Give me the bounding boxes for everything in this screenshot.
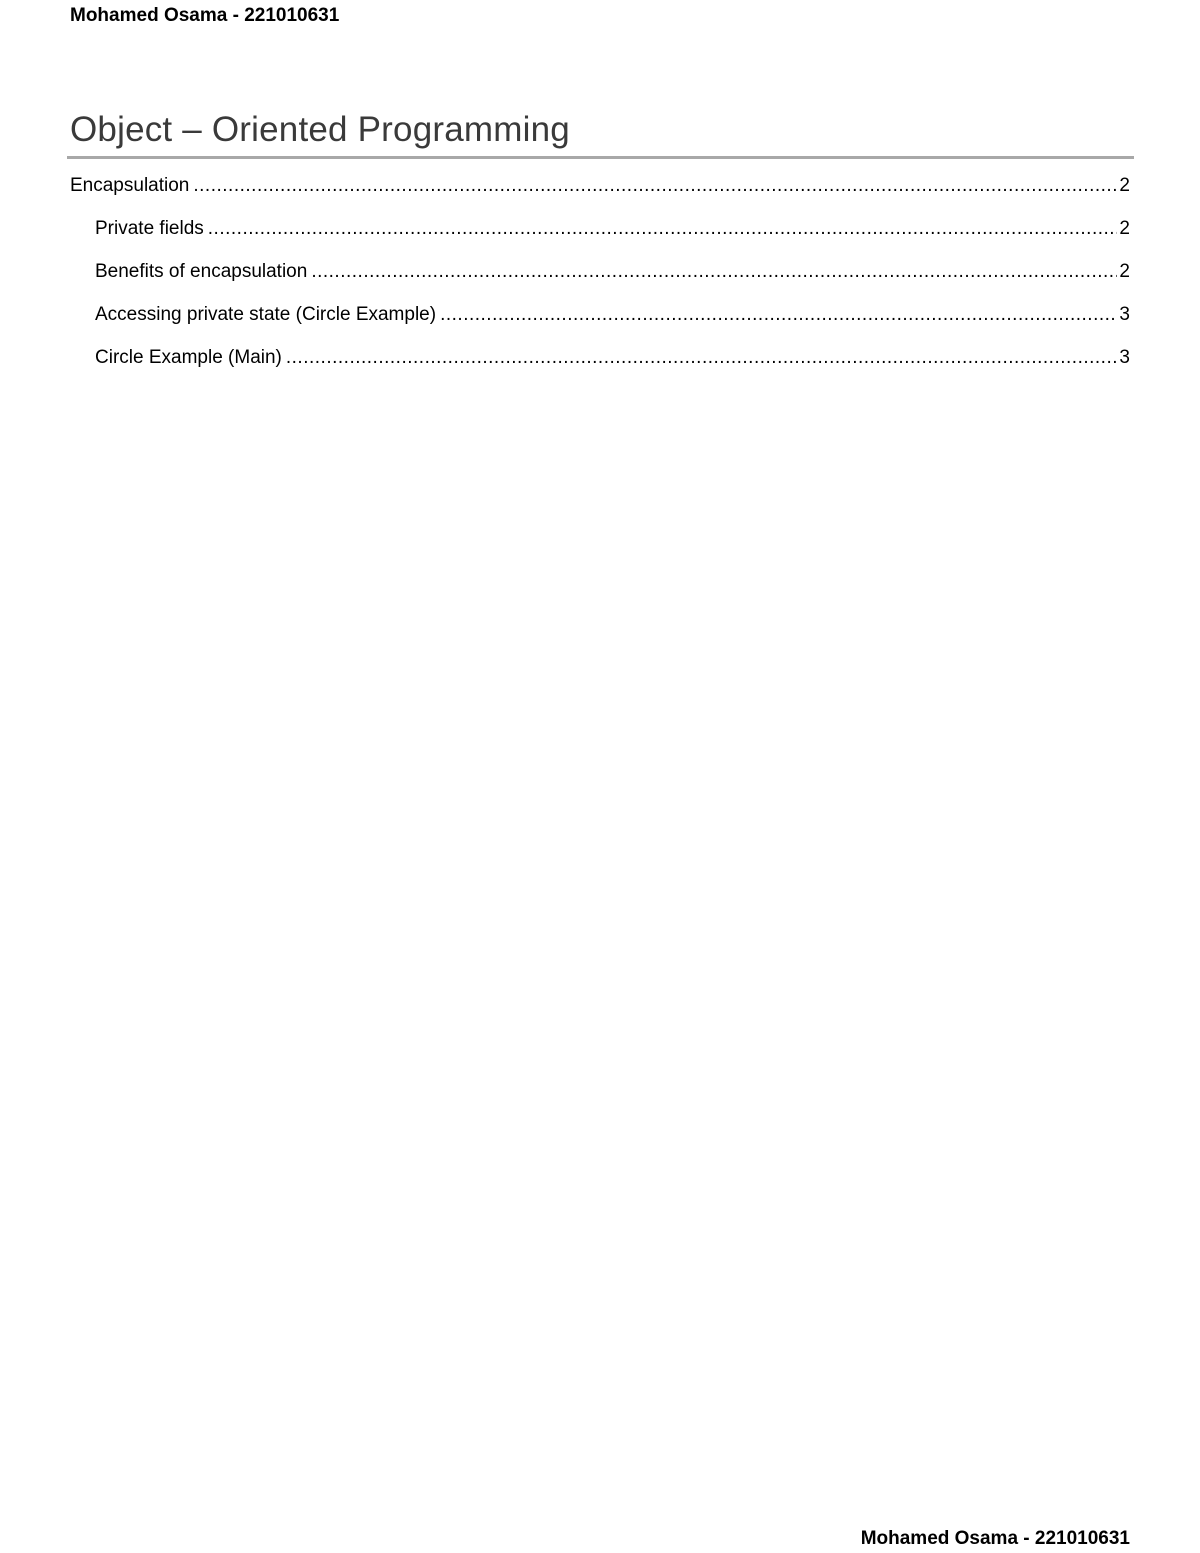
toc-entry-page-number: 2 — [1119, 261, 1130, 282]
toc-title: Object – Oriented Programming — [70, 110, 570, 149]
toc-dot-leader — [193, 170, 1117, 202]
toc-entry-label: Accessing private state (Circle Example) — [95, 304, 437, 325]
toc-entry-page-number: 3 — [1119, 347, 1130, 368]
toc-entry-page-number: 2 — [1119, 175, 1130, 196]
toc-dot-leader — [208, 213, 1118, 245]
toc-dot-leader — [440, 299, 1117, 331]
toc-title-underline — [67, 156, 1134, 159]
table-of-contents — [70, 170, 1130, 385]
toc-entry-benefits-of-encapsulation[interactable] — [70, 256, 1130, 299]
page-footer-author: Mohamed Osama - 221010631 — [860, 1528, 1130, 1549]
page-header-author: Mohamed Osama - 221010631 — [70, 5, 340, 26]
toc-entry-page-number: 2 — [1119, 218, 1130, 239]
toc-entry-accessing-private-state[interactable] — [70, 299, 1130, 342]
toc-entry-page-number: 3 — [1119, 304, 1130, 325]
toc-entry-label: Benefits of encapsulation — [95, 261, 308, 282]
toc-dot-leader — [311, 256, 1117, 288]
toc-entry-circle-example-main[interactable] — [70, 342, 1130, 385]
toc-dot-leader — [286, 342, 1118, 374]
toc-entry-label: Encapsulation — [70, 175, 190, 196]
toc-entry-private-fields[interactable] — [70, 213, 1130, 256]
toc-entry-label: Circle Example (Main) — [95, 347, 282, 368]
toc-entry-label: Private fields — [95, 218, 204, 239]
toc-entry-encapsulation[interactable] — [70, 170, 1130, 213]
